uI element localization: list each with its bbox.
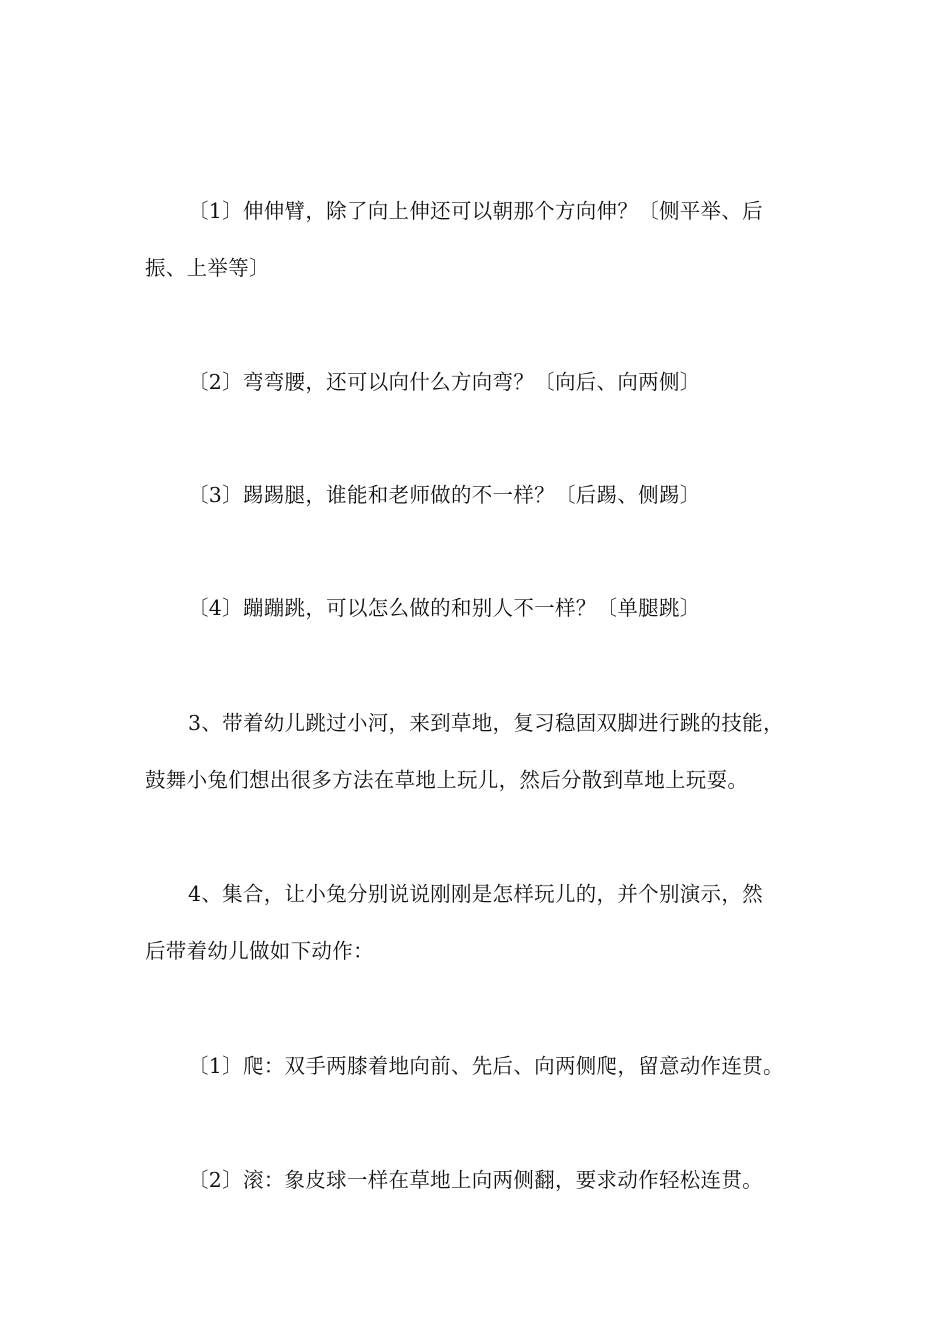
paragraph-bend-waist	[145, 354, 835, 411]
paragraph-line: 4、集合，让小兔分别说说刚刚是怎样玩儿的，并个别演示，然	[188, 882, 763, 906]
paragraph-roll	[145, 1152, 835, 1209]
paragraph-stretch-arms	[145, 183, 835, 297]
paragraph-step-4	[145, 866, 835, 980]
paragraph-line: 〔1〕爬：双手两膝着地向前、先后、向两侧爬，留意动作连贯。	[188, 1054, 784, 1078]
paragraph-line: 〔4〕蹦蹦跳，可以怎么做的和别人不一样？〔单腿跳〕	[188, 596, 701, 620]
paragraph-line: 〔1〕伸伸臂，除了向上伸还可以朝那个方向伸？〔侧平举、后	[188, 199, 763, 223]
paragraph-line: 〔2〕滚：象皮球一样在草地上向两侧翻，要求动作轻松连贯。	[188, 1168, 763, 1192]
paragraph-line: 鼓舞小兔们想出很多方法在草地上玩儿，然后分散到草地上玩耍。	[145, 768, 749, 792]
paragraph-line: 后带着幼儿做如下动作：	[145, 939, 374, 963]
paragraph-line: 振、上举等〕	[145, 256, 270, 280]
paragraph-kick-legs	[145, 467, 835, 524]
paragraph-line: 〔3〕踢踢腿，谁能和老师做的不一样？〔后踢、侧踢〕	[188, 483, 701, 507]
paragraph-jump	[145, 580, 835, 637]
paragraph-line: 〔2〕弯弯腰，还可以向什么方向弯？〔向后、向两侧〕	[188, 370, 701, 394]
paragraph-step-3	[145, 695, 835, 809]
paragraph-line: 3、带着幼儿跳过小河，来到草地，复习稳固双脚进行跳的技能，	[188, 711, 784, 735]
paragraph-crawl	[145, 1038, 835, 1095]
